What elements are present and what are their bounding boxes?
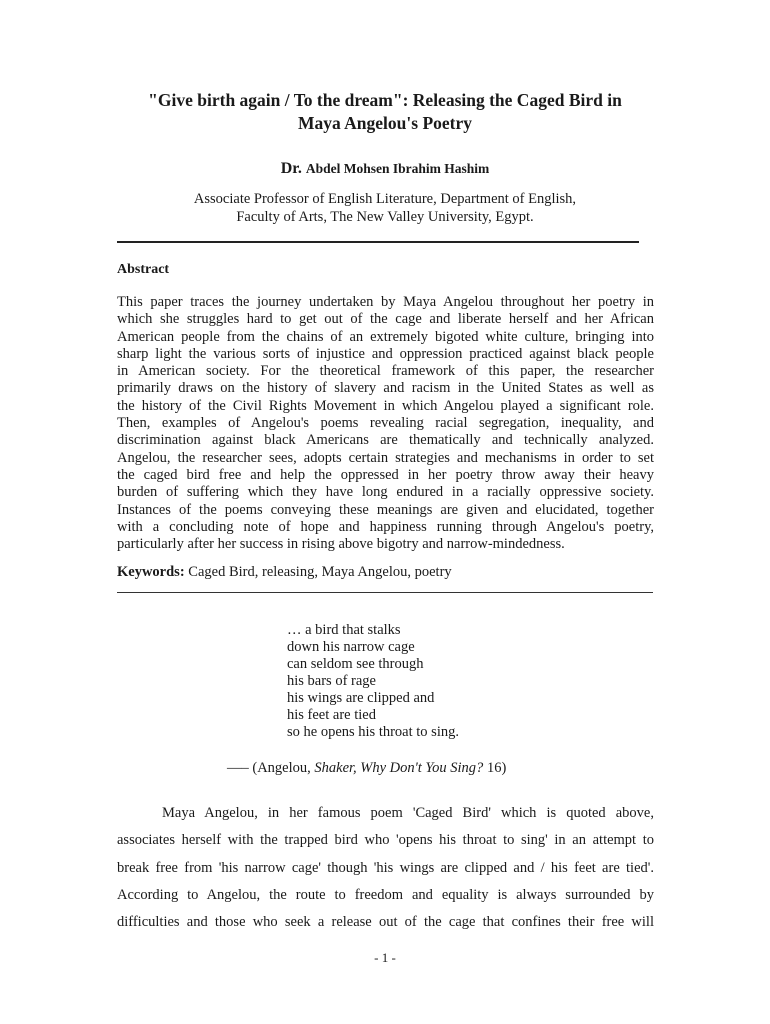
poem-line: can seldom see through [287, 656, 424, 672]
abstract-line: in American society. For the theoretical framework of this paper, the researcher [117, 363, 654, 380]
body-paragraph [117, 800, 654, 936]
body-line: According to Angelou, the route to freedom and equality is always surrounded by [117, 886, 654, 903]
abstract-line: burden of suffering which they have long endured in a racially oppressive society. [117, 484, 654, 501]
paper-title [100, 89, 670, 135]
affiliation-line-2: Faculty of Arts, The New Valley University, Egypt. [236, 209, 534, 225]
poem-line: so he opens his throat to sing. [287, 724, 459, 740]
page-number: - 1 - [374, 950, 396, 965]
body-line: associates herself with the trapped bird who 'opens his throat to sing' in an attempt to [117, 832, 654, 849]
epigraph-citation [227, 760, 506, 777]
abstract-line: discrimination against black Americans are thematically and technically analyzed. [117, 432, 654, 449]
abstract-line: Instances of the poems conveying these meanings are given and elucidated, together [117, 501, 654, 518]
body-line: break free from 'his narrow cage' though 'his wings are clipped and / his feet are tied'. [117, 859, 654, 876]
abstract-line: Then, examples of Angelou's poems revealing racial segregation, inequality, and [117, 415, 654, 432]
abstract-heading: Abstract [117, 262, 170, 277]
abstract-line: primarily draws on the history of slavery and racism in the United States as well as [117, 380, 654, 397]
author-name: Abdel Mohsen Ibrahim Hashim [305, 161, 490, 176]
keywords-label: Keywords: [117, 564, 185, 580]
affiliation-line-1: Associate Professor of English Literature, Department of English, [193, 191, 577, 207]
body-line: Maya Angelou, in her famous poem 'Caged Bird' which is quoted above, [162, 805, 654, 821]
abstract-line: which she struggles hard to get out of the cage and liberate herself and her African [117, 311, 654, 328]
citation-title: Shaker, Why Don't You Sing? [314, 760, 484, 776]
header-divider [117, 241, 639, 243]
title-line-1: "Give birth again / To the dream": Releasing the Caged Bird in [148, 90, 622, 110]
abstract-line: particularly after her success in rising above bigotry and narrow-mindedness. [117, 536, 565, 553]
abstract-line: This paper traces the journey undertaken by Maya Angelou throughout her poetry in [117, 294, 654, 310]
epigraph-poem [287, 622, 459, 741]
abstract-line: sharp light the various sorts of injustice and oppression practiced against black people [117, 345, 654, 362]
abstract-line: American people from the chains of an extremely bigoted white culture, bringing into [117, 328, 654, 345]
keywords-text: Caged Bird, releasing, Maya Angelou, poetry [184, 564, 452, 580]
author-prefix: Dr. [280, 160, 302, 177]
abstract-line: Angelou, the researcher sees, adopts certain strategies and mechanisms in order to set [117, 449, 654, 466]
body-line: difficulties and those who seek a release out of the cage that confines their free will [117, 914, 654, 931]
author-affiliation [100, 190, 670, 226]
poem-line: his bars of rage [287, 673, 376, 689]
abstract-line: the caged bird free and help the oppressed in her poetry throw away their heavy [117, 466, 654, 483]
keywords [117, 564, 452, 581]
citation-suffix: 16) [483, 760, 507, 776]
title-line-2: Maya Angelou's Poetry [297, 113, 472, 133]
author-line [100, 160, 670, 178]
abstract-body [117, 294, 654, 553]
poem-line: down his narrow cage [287, 639, 415, 655]
poem-line: … a bird that stalks [287, 622, 401, 638]
citation-prefix: —– (Angelou, [227, 760, 315, 776]
abstract-line: with a concluding note of hope and happiness running through Angelou's poetry, [117, 518, 654, 535]
abstract-line: the history of the Civil Rights Movement in which Angelou played a significant role. [117, 397, 654, 414]
abstract-divider [117, 592, 653, 593]
poem-line: his wings are clipped and [287, 690, 435, 706]
poem-line: his feet are tied [287, 707, 376, 723]
